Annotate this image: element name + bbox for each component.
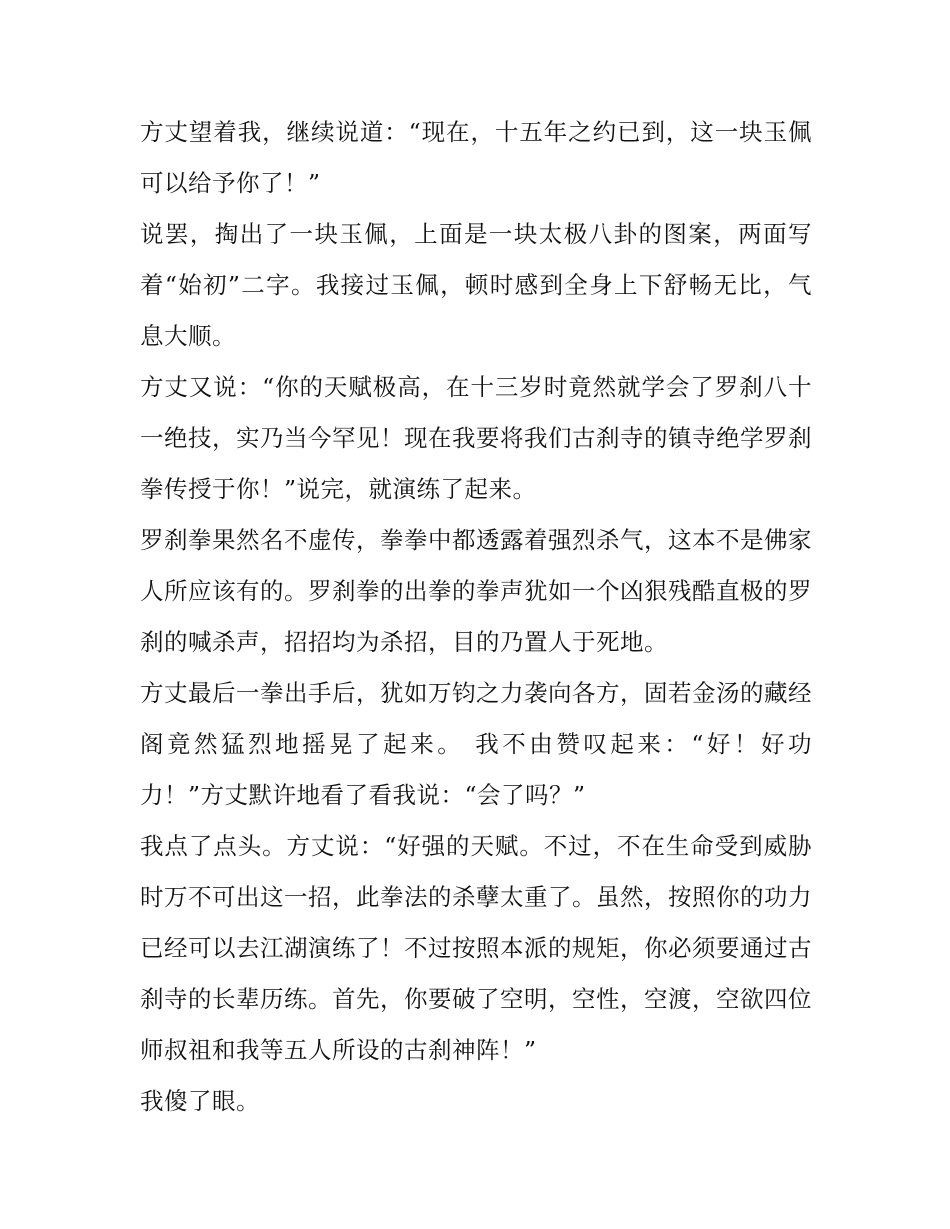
document-body — [140, 107, 812, 1127]
paragraph-5: 方丈最后一拳出手后，犹如万钧之力袭向各方，固若金汤的藏经阁竟然猛烈地摇晃了起来。 我不由赞叹起来：“好！好功力！”方丈默许地看了看我说：“会了吗？” — [140, 679, 812, 809]
paragraph-4: 罗刹拳果然名不虚传，拳拳中都透露着强烈杀气，这本不是佛家人所应该有的。罗刹拳的出拳的拳声犹如一个凶狠残酷直极的罗刹的喊杀声，招招均为杀招，目的乃置人于死地。 — [140, 526, 812, 656]
paragraph-6: 我点了点头。方丈说：“好强的天赋。不过，不在生命受到威胁时万不可出这一招，此拳法的杀孽太重了。虽然，按照你的功力已经可以去江湖演练了！不过按照本派的规矩，你必须要通过古刹寺的长辈历练。首先，你要破了空明，空性，空渡，空欲四位师叔祖和我等五人所设的古刹神阵！” — [140, 832, 812, 1064]
paragraph-7: 我傻了眼。 — [140, 1087, 260, 1115]
paragraph-1: 方丈望着我，继续说道：“现在，十五年之约已到，这一块玉佩可以给予你了！” — [140, 118, 812, 197]
paragraph-3: 方丈又说：“你的天赋极高，在十三岁时竟然就学会了罗刹八十一绝技，实乃当今罕见！现在我要将我们古刹寺的镇寺绝学罗刹拳传授于你！”说完，就演练了起来。 — [140, 373, 812, 503]
paragraph-2: 说罢，掏出了一块玉佩，上面是一块太极八卦的图案，两面写着“始初”二字。我接过玉佩，顿时感到全身上下舒畅无比，气息大顺。 — [140, 220, 812, 350]
